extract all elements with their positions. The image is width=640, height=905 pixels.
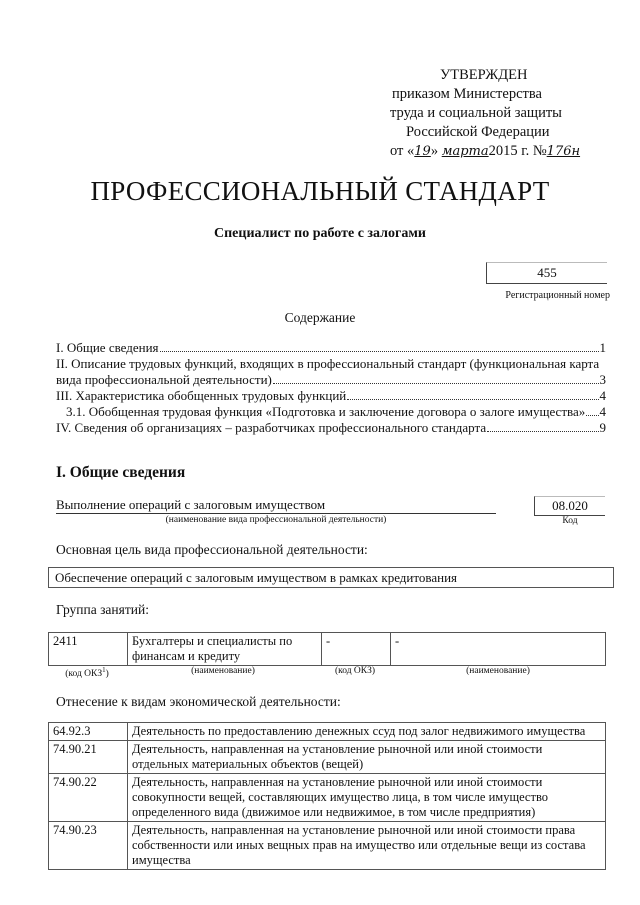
- table-of-contents: [56, 340, 606, 436]
- date-day: 19: [414, 144, 431, 159]
- okved-table: [48, 722, 606, 870]
- group-label: Группа занятий:: [56, 602, 149, 617]
- contents-heading: Содержание: [284, 310, 356, 325]
- caption-okz-code-2: (код ОКЗ): [334, 666, 376, 676]
- approval-line-4: Российской Федерации: [406, 124, 550, 140]
- table-row: [49, 741, 606, 774]
- registration-label: Регистрационный номер: [505, 290, 610, 301]
- toc-item[interactable]: [56, 340, 606, 356]
- toc-item-page: 3: [599, 372, 606, 387]
- toc-item[interactable]: [56, 388, 606, 404]
- okved-code: 64.92.3: [49, 723, 128, 741]
- okz-name-2: -: [391, 633, 606, 666]
- table-row: [49, 633, 606, 666]
- okz-code: 2411: [49, 633, 128, 666]
- approval-line-3: труда и социальной защиты: [390, 105, 562, 121]
- toc-item-page: 4: [599, 388, 606, 403]
- date-prefix: от «: [390, 143, 415, 159]
- okved-name: Деятельность, направленная на установление рыночной или иной стоимости права собственности или иных вещных прав на имущество или отдельные вещи из состава имущества: [128, 822, 606, 870]
- order-number: 176н: [546, 144, 581, 159]
- goal-text: Обеспечение операций с залоговым имуществом в рамках кредитования: [48, 567, 614, 588]
- table-row: [49, 723, 606, 741]
- okved-name: Деятельность, направленная на установление рыночной или иной стоимости совокупности вещей, составляющих имущество лица, в том числе имущество определенного вида (движимое или недвижимое, в том числе предприятия): [128, 774, 606, 822]
- toc-item-page: 4: [599, 404, 606, 419]
- section-heading: I. Общие сведения: [56, 464, 186, 481]
- approval-block: [360, 66, 630, 161]
- activity-name: Выполнение операций с залоговым имуществом: [56, 497, 496, 514]
- caption-name-2: (наименование): [466, 666, 530, 676]
- toc-item-page: 1: [599, 340, 606, 355]
- registration-number: 455: [486, 262, 607, 284]
- toc-item-text[interactable]: II. Описание трудовых функций, входящих в профессиональный стандарт (функциональная карта: [56, 356, 600, 371]
- table-row: [49, 774, 606, 822]
- activity-code: 08.020: [534, 496, 605, 516]
- caption-okz-code: (код ОКЗ$^1$): [65, 666, 109, 680]
- approval-date-line: [360, 142, 630, 161]
- goal-label: Основная цель вида профессиональной деятельности:: [56, 542, 368, 557]
- toc-item-text: I. Общие сведения: [56, 340, 159, 355]
- approval-line-1: УТВЕРЖДЕН: [440, 67, 528, 83]
- document-subtitle: Специалист по работе с залогами: [213, 226, 426, 241]
- okved-label: Отнесение к видам экономической деятельности:: [56, 694, 341, 709]
- toc-item[interactable]: [56, 420, 606, 436]
- activity-caption: (наименование вида профессиональной деятельности): [165, 515, 387, 525]
- code-caption: Код: [562, 516, 578, 526]
- date-year: 2015 г. №: [488, 143, 547, 159]
- toc-item-page: 9: [599, 420, 606, 435]
- toc-item-text: III. Характеристика обобщенных трудовых функций: [56, 388, 347, 403]
- okved-name: Деятельность, направленная на установление рыночной или иной стоимости отдельных материальных объектов (вещей): [128, 741, 606, 774]
- date-month: марта: [441, 144, 489, 159]
- okved-code: 74.90.23: [49, 822, 128, 870]
- okved-code: 74.90.22: [49, 774, 128, 822]
- document-title: ПРОФЕССИОНАЛЬНЫЙ СТАНДАРТ: [90, 176, 550, 206]
- group-captions: [48, 666, 606, 679]
- toc-item[interactable]: [56, 372, 606, 388]
- date-mid: »: [430, 143, 442, 159]
- okz-name: Бухгалтеры и специалисты по финансам и кредиту: [128, 633, 322, 666]
- table-row: [49, 822, 606, 870]
- caption-name: (наименование): [191, 666, 255, 676]
- toc-item[interactable]: [56, 404, 606, 420]
- okz-code-2: -: [322, 633, 391, 666]
- approval-line-2: приказом Министерства: [392, 86, 542, 102]
- toc-item-text: 3.1. Обобщенная трудовая функция «Подготовка и заключение договора о залоге имущества»: [66, 404, 586, 419]
- okved-code: 74.90.21: [49, 741, 128, 774]
- toc-item-text: IV. Сведения об организациях – разработчиках профессионального стандарта: [56, 420, 487, 435]
- toc-item-text: вида профессиональной деятельности): [56, 372, 272, 387]
- okved-name: Деятельность по предоставлению денежных ссуд под залог недвижимого имущества: [128, 723, 606, 741]
- occupation-group-table: [48, 632, 606, 666]
